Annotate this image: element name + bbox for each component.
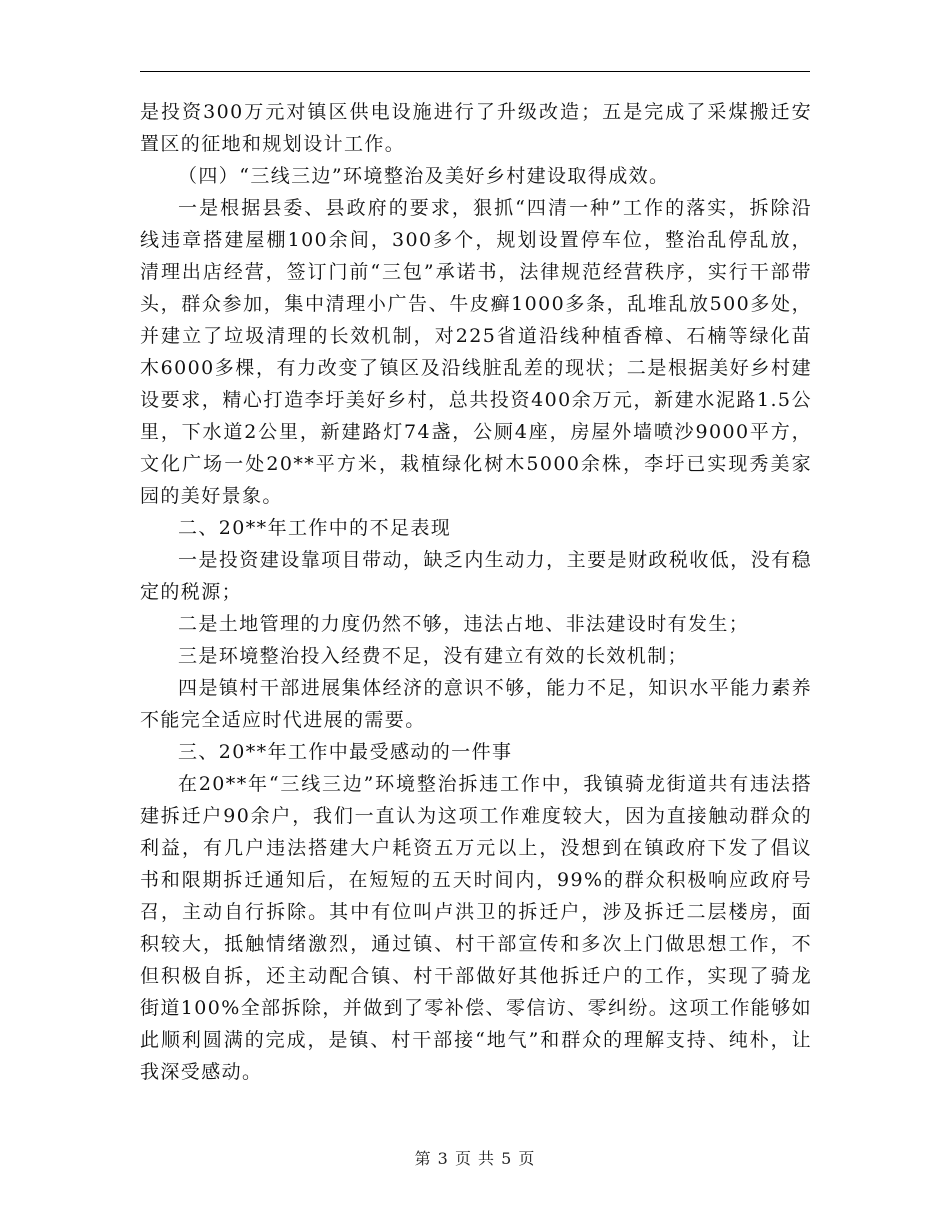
paragraph-environment: 一是根据县委、县政府的要求，狠抓“四清一种”工作的落实，拆除沿线违章搭建屋棚100余间，300多个，规划设置停车位，整治乱停乱放，清理出店经营，签订门前“三包”承诺书，法律规范经营秩序，实行干部带头，群众参加，集中清理小广告、牛皮癣1000多条，乱堆乱放500多处，并建立了垃圾清理的长效机制，对225省道沿线种植香樟、石楠等绿化苗木6000多棵，有力改变了镇区及沿线脏乱差的现状；二是根据美好乡村建设要求，精心打造李圩美好乡村，总共投资400余万元，新建水泥路1.5公里，下水道2公里，新建路灯74盏，公厕4座，房屋外墙喷沙9000平方，文化广场一处20**平方米，栽植绿化树木5000余株，李圩已实现秀美家园的美好景象。 — [140, 197, 812, 507]
section-heading-shortcomings: 二、20**年工作中的不足表现 — [178, 517, 452, 539]
paragraph-touching-story: 在20**年“三线三边”环境整治拆违工作中，我镇骑龙街道共有违法搭建拆迁户90余户，我们一直认为这项工作难度较大，因为直接触动群众的利益，有几户违法搭建大户耗资五万元以上，没想到在镇政府下发了倡议书和限期拆迁通知后，在短短的五天时间内，99%的群众积极响应政府号召，主动自行拆除。其中有位叫卢洪卫的拆迁户，涉及拆迁二层楼房，面积较大，抵触情绪激烈，通过镇、村干部宣传和多次上门做思想工作，不但积极自拆，还主动配合镇、村干部做好其他拆迁户的工作，实现了骑龙街道100%全部拆除，并做到了零补偿、零信访、零纠纷。这项工作能够如此顺利圆满的完成，是镇、村干部接“地气”和群众的理解支持、纯朴，让我深受感动。 — [140, 773, 812, 1083]
paragraph-shortcoming-3: 三是环境整治投入经费不足，没有建立有效的长效机制； — [178, 645, 689, 667]
header-rule — [140, 71, 810, 72]
section-heading-four: （四）“三线三边”环境整治及美好乡村建设取得成效。 — [178, 165, 670, 187]
paragraph-shortcoming-2: 二是土地管理的力度仍然不够，违法占地、非法建设时有发生； — [178, 613, 750, 635]
paragraph-shortcoming-4: 四是镇村干部进展集体经济的意识不够，能力不足，知识水平能力素养不能完全适应时代进展的需要。 — [140, 677, 812, 731]
paragraph-shortcoming-1: 一是投资建设靠项目带动，缺乏内生动力，主要是财政税收低，没有稳定的税源； — [140, 549, 812, 603]
section-heading-touching: 三、20**年工作中最受感动的一件事 — [178, 741, 513, 763]
paragraph-continuation: 是投资300万元对镇区供电设施进行了升级改造；五是完成了采煤搬迁安置区的征地和规划设计工作。 — [140, 101, 812, 155]
document-body — [140, 96, 812, 1088]
page-number: 第 3 页 共 5 页 — [414, 1149, 536, 1168]
